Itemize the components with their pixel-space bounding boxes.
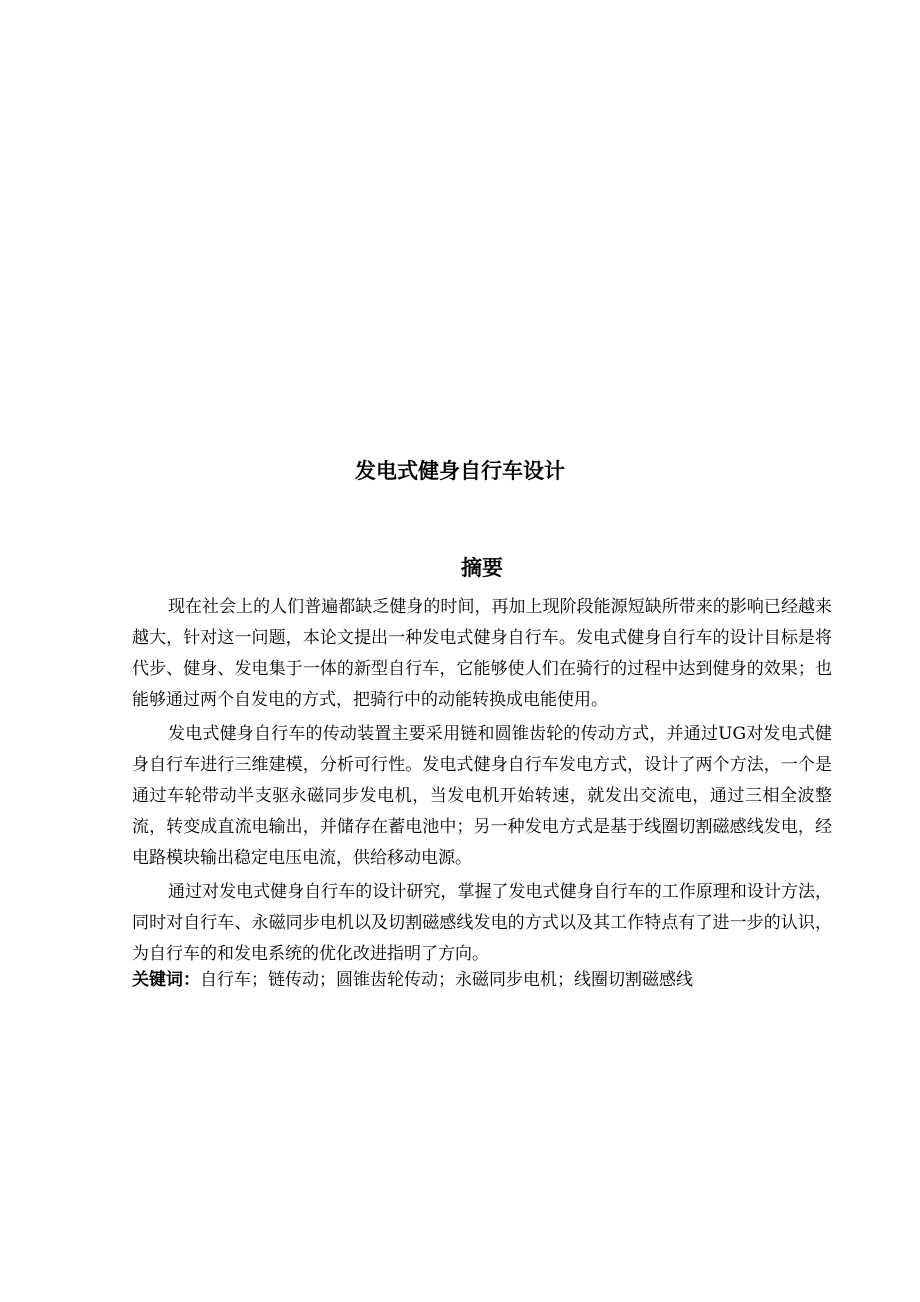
- keywords-line: [132, 965, 832, 995]
- abstract-paragraph-1: 现在社会上的人们普遍都缺乏健身的时间，再加上现阶段能源短缺所带来的影响已经越来越大，针对这一问题，本论文提出一种发电式健身自行车。发电式健身自行车的设计目标是将代步、健身、发电集于一体的新型自行车，它能够使人们在骑行的过程中达到健身的效果；也能够通过两个自发电的方式，把骑行中的动能转换成电能使用。: [132, 597, 832, 710]
- abstract-heading: 摘要: [461, 556, 503, 580]
- keywords-label: 关键词：: [132, 970, 200, 990]
- abstract-body: [132, 592, 832, 973]
- document-title: 发电式健身自行车设计: [355, 459, 565, 483]
- abstract-paragraph-3: 通过对发电式健身自行车的设计研究，掌握了发电式健身自行车的工作原理和设计方法，同时对自行车、永磁同步电机以及切割磁感线发电的方式以及其工作特点有了进一步的认识，为自行车的和发电系统的优化改进指明了方向。: [132, 882, 832, 964]
- keywords-text: 自行车；链传动；圆锥齿轮传动；永磁同步电机；线圈切割磁感线: [200, 970, 693, 990]
- abstract-paragraph-2: 发电式健身自行车的传动装置主要采用链和圆锥齿轮的传动方式，并通过UG对发电式健身自行车进行三维建模，分析可行性。发电式健身自行车发电方式，设计了两个方法，一个是通过车轮带动半支驱永磁同步发电机，当发电机开始转速，就发出交流电，通过三相全波整流，转变成直流电输出，并储存在蓄电池中；另一种发电方式是基于线圈切割磁感线发电，经电路模块输出稳定电压电流，供给移动电源。: [132, 724, 832, 868]
